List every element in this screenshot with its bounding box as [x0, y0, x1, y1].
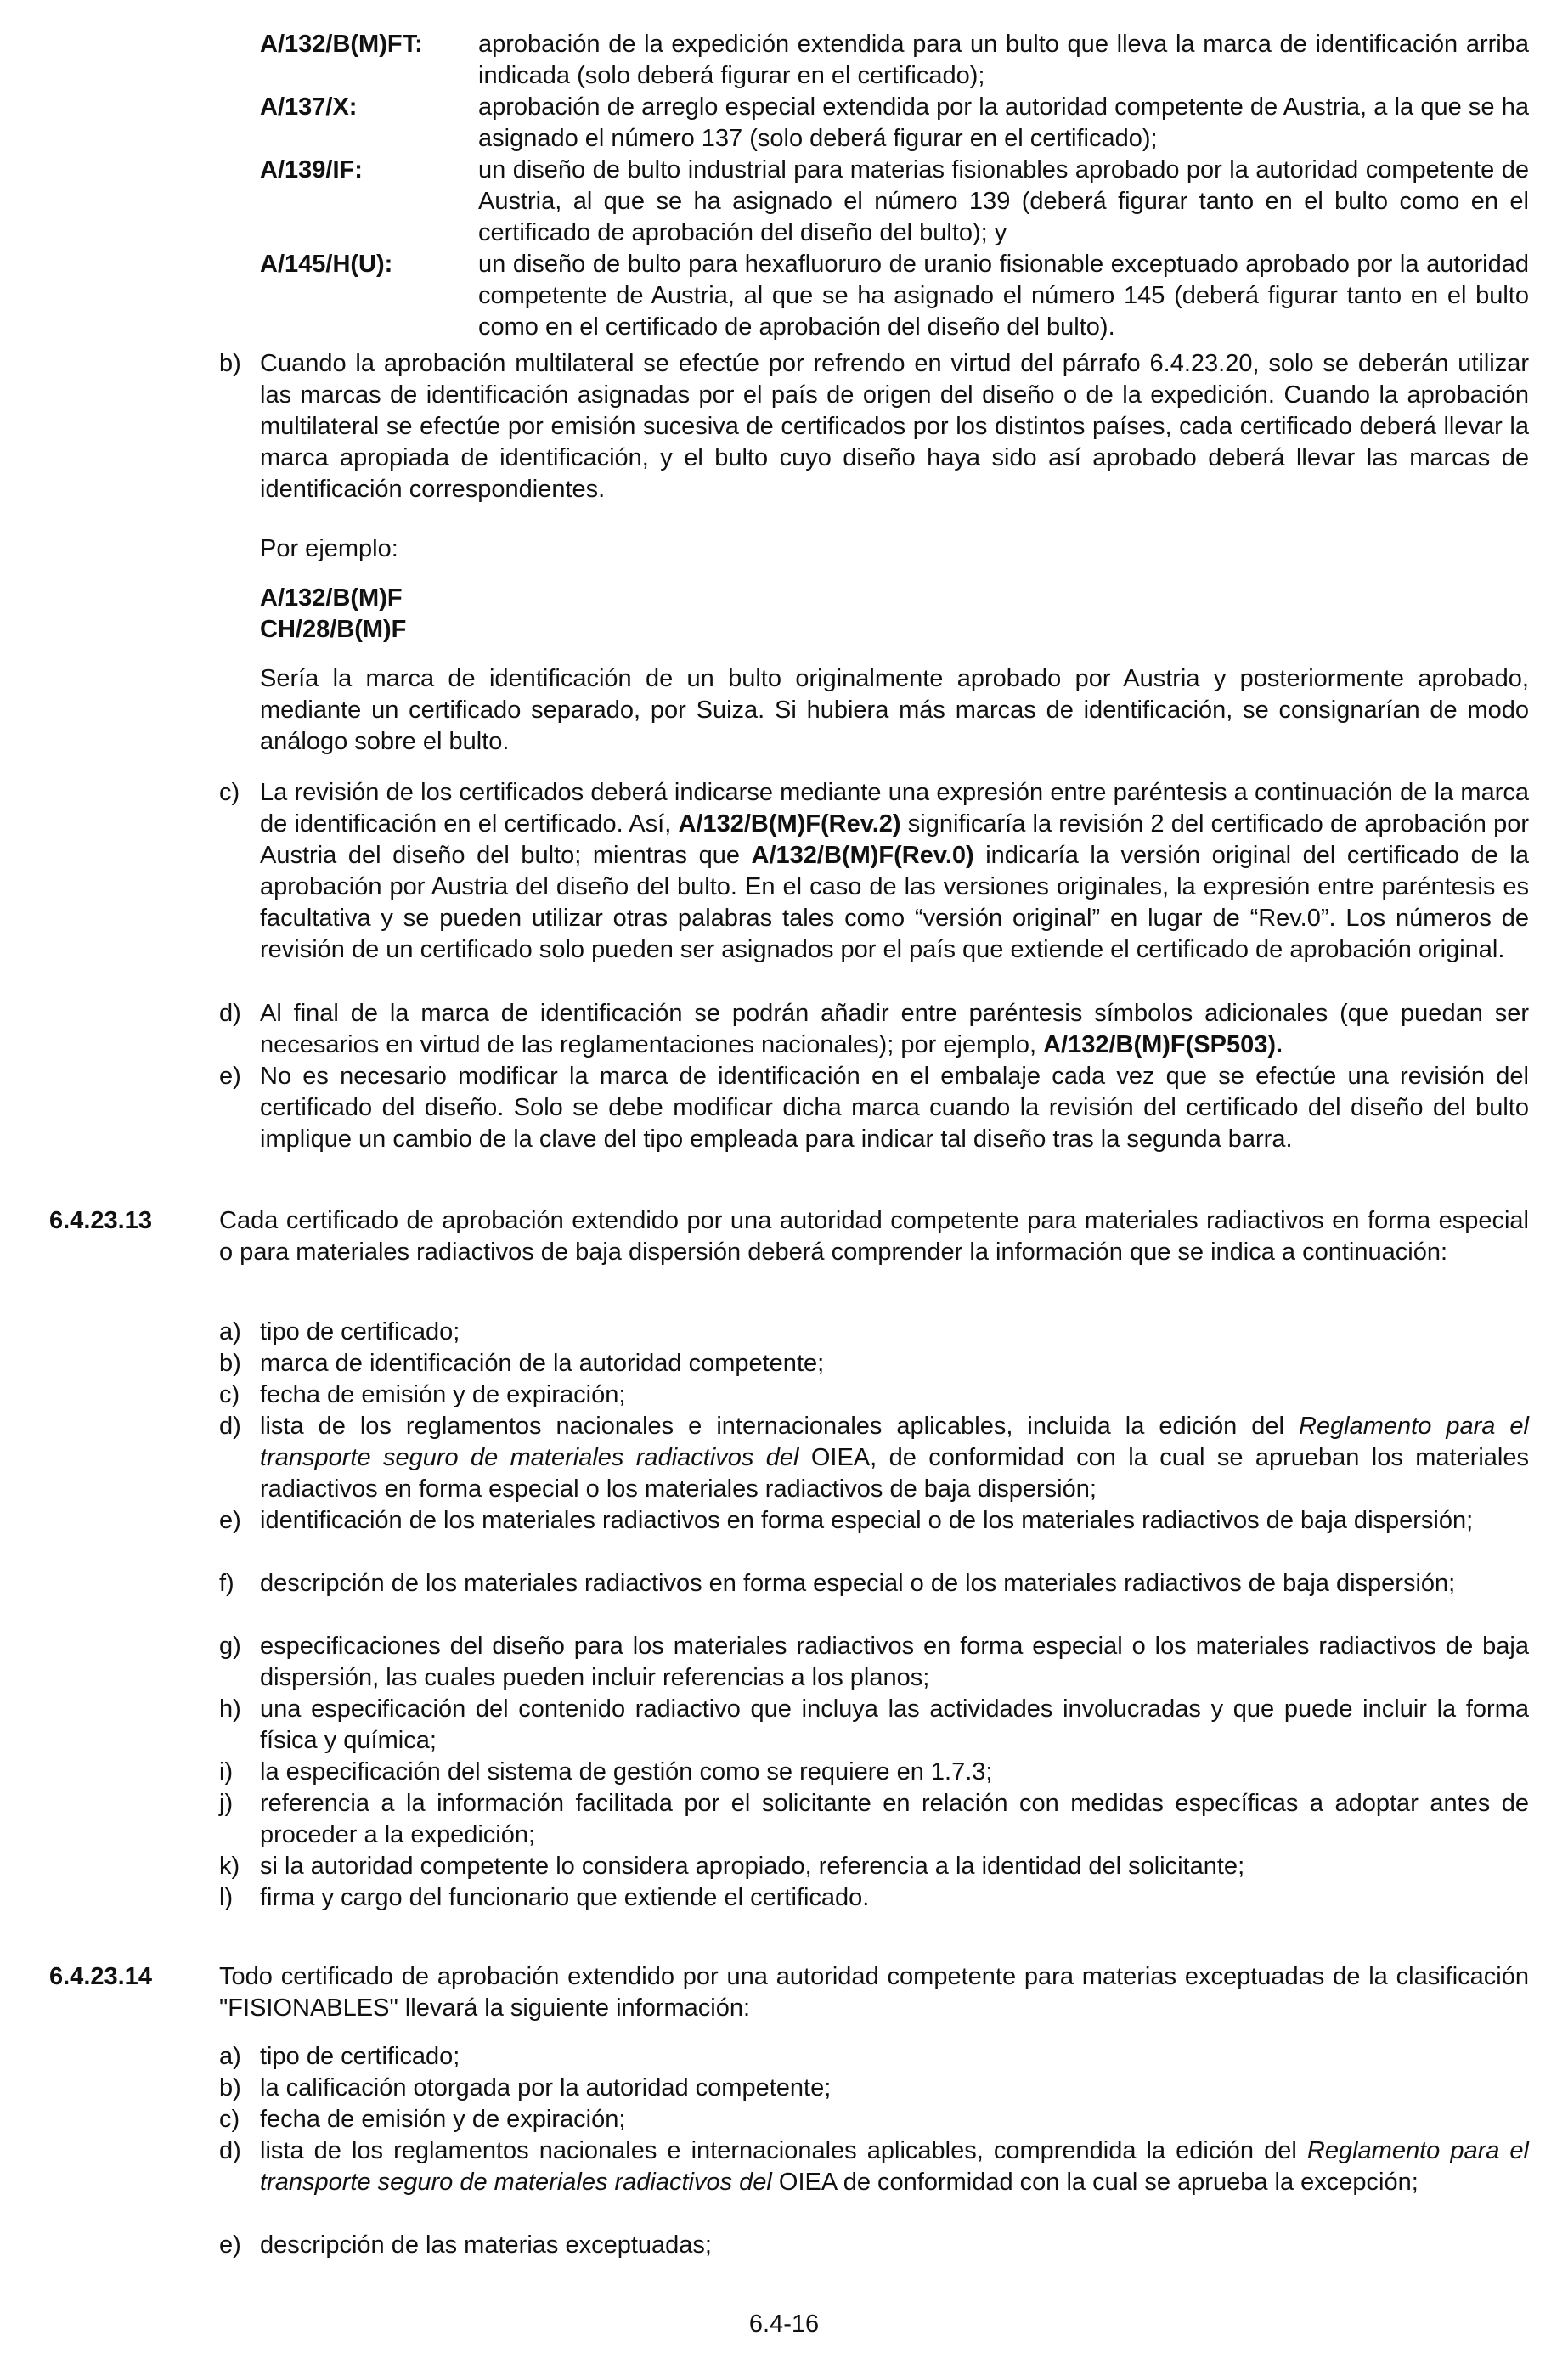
list-item: especificaciones del diseño para los materiales radiactivos en forma especial o los materiales radiactivos de baja dispersión, las cuales pueden incluir referencias a los planos; [260, 1633, 1529, 1691]
item-e-text: No es necesario modificar la marca de identificación en el embalaje cada vez que se efectúe una revisión del certificado del diseño. Solo se debe modificar dicha marca cuando la revisión del certificado del diseño del bulto implique un cambio de la clave del tipo empleada para indicar tal diseño tras la segunda barra. [260, 1063, 1529, 1153]
list-item-label: e) [219, 2231, 241, 2259]
example-mark-switzerland: CH/28/B(M)F [260, 616, 407, 643]
revision-example-0: A/132/B(M)F(Rev.0) [751, 842, 974, 869]
section-intro: Todo certificado de aprobación extendido por una autoridad competente para materias exceptuadas de la clasificación "FISIONABLES" llevará la siguiente información: [219, 1963, 1529, 2022]
example-explanation: Sería la marca de identificación de un bulto originalmente aprobado por Austria y posteriormente aprobado, mediante un certificado separado, por Suiza. Si hubiera más marcas de identificación, se consignarían de modo análogo sobre el bulto. [260, 665, 1529, 755]
list-item-label: d) [219, 1413, 241, 1440]
mark-code: A/137/X: [260, 93, 358, 121]
list-item: marca de identificación de la autoridad competente; [260, 1350, 825, 1377]
list-item: lista de los reglamentos nacionales e internacionales aplicables, comprendida la edición del Reglamento para el transporte seguro de materiales radiactivos del OIEA de conformidad con la cual se aprueba la excepción; [260, 2137, 1529, 2196]
item-b-text: Cuando la aprobación multilateral se efectúe por refrendo en virtud del párrafo 6.4.23.20, solo se deberán utilizar las marcas de identificación asignadas por el país de origen del diseño o de la expedición. Cuando la aprobación multilateral se efectúe por emisión sucesiva de certificados por los distintos países, cada certificado deberá llevar la marca apropiada de identificación, y el bulto cuyo diseño haya sido así aprobado deberá llevar las marcas de identificación correspondientes. [260, 350, 1529, 503]
mark-description: un diseño de bulto para hexafluoruro de uranio fisionable exceptuado aprobado por la autoridad competente de Austria, al que se ha asignado el número 145 (deberá figurar tanto en el bulto como en el certificado de aprobación del diseño del bulto). [478, 251, 1529, 341]
list-item-label: i) [219, 1758, 234, 1785]
list-item-label: h) [219, 1695, 241, 1723]
list-item: descripción de los materiales radiactivos en forma especial o de los materiales radiactivos de baja dispersión; [260, 1570, 1456, 1597]
section-intro: Cada certificado de aprobación extendido por una autoridad competente para materiales radiactivos en forma especial o para materiales radiactivos de baja dispersión deberá comprender la información que se indica a continuación: [219, 1207, 1529, 1266]
list-item-label: c) [219, 1381, 240, 1408]
mark-code: A/145/H(U): [260, 251, 393, 278]
list-item-label: c) [219, 2106, 240, 2133]
page-number: 6.4-16 [748, 2310, 820, 2338]
item-label: b) [219, 350, 241, 377]
list-item: lista de los reglamentos nacionales e internacionales aplicables, incluida la edición del Reglamento para el transporte seguro de materiales radiactivos del OIEA, de conformidad con la cual se aprueban los materiales radiactivos en forma especial o los materiales radiactivos de baja dispersión; [260, 1413, 1529, 1503]
list-item-label: b) [219, 1350, 241, 1377]
section-number: 6.4.23.14 [49, 1963, 152, 1990]
example-intro: Por ejemplo: [260, 535, 398, 562]
list-item-label: d) [219, 2137, 241, 2164]
list-item-label: e) [219, 1507, 241, 1534]
mark-description: un diseño de bulto industrial para materias fisionables aprobado por la autoridad competente de Austria, al que se ha asignado el número 139 (deberá figurar tanto en el bulto como en el certificado de aprobación del diseño del bulto); y [478, 156, 1529, 246]
list-item: si la autoridad competente lo considera apropiado, referencia a la identidad del solicitante; [260, 1853, 1245, 1880]
list-item-label: l) [219, 1884, 234, 1911]
mark-description: aprobación de la expedición extendida para un bulto que lleva la marca de identificación arriba indicada (solo deberá figurar en el certificado); [478, 31, 1529, 89]
item-label: c) [219, 779, 240, 806]
list-item: una especificación del contenido radiactivo que incluya las actividades involucradas y que puede incluir la forma física y química; [260, 1695, 1529, 1754]
list-item: tipo de certificado; [260, 2043, 460, 2070]
item-label: e) [219, 1063, 241, 1090]
item-d-text: Al final de la marca de identificación se podrán añadir entre paréntesis símbolos adicionales (que puedan ser necesarios en virtud de las reglamentaciones nacionales); por ejemplo, A/132/B(M)F(SP503). [260, 1000, 1529, 1058]
list-item: descripción de las materias exceptuadas; [260, 2231, 712, 2259]
list-item-label: j) [219, 1790, 234, 1817]
list-item-label: g) [219, 1633, 241, 1660]
list-item: identificación de los materiales radiactivos en forma especial o de los materiales radiactivos de baja dispersión; [260, 1507, 1474, 1534]
list-item: firma y cargo del funcionario que extiende el certificado. [260, 1884, 870, 1911]
list-item-label: k) [219, 1853, 240, 1880]
list-item-label: f) [219, 1570, 234, 1597]
additional-symbol-example: A/132/B(M)F(SP503). [1043, 1031, 1283, 1058]
item-c-text: La revisión de los certificados deberá indicarse mediante una expresión entre paréntesis a continuación de la marca de identificación en el certificado. Así, A/132/B(M)F(Rev.2) significaría la revisión 2 del certificado de aprobación por Austria del diseño del bulto; mientras que A/132/B(M)F(Rev.0) indicaría la versión original del certificado de la aprobación por Austria del diseño del bulto. En el caso de las versiones originales, la expresión entre paréntesis es facultativa y se pueden utilizar otras palabras tales como “versión original” en lugar de “Rev.0”. Los números de revisión de un certificado solo pueden ser asignados por el país que extiende el certificado de aprobación original. [260, 779, 1530, 963]
list-item: referencia a la información facilitada por el solicitante en relación con medidas específicas a adoptar antes de proceder a la expedición; [260, 1790, 1529, 1848]
list-item: fecha de emisión y de expiración; [260, 1381, 626, 1408]
example-mark-austria: A/132/B(M)F [260, 584, 403, 612]
list-item-label: a) [219, 1318, 241, 1345]
mark-code: A/132/B(M)FT: [260, 31, 423, 58]
section-number: 6.4.23.13 [49, 1207, 152, 1234]
item-label: d) [219, 1000, 241, 1027]
list-item: fecha de emisión y de expiración; [260, 2106, 626, 2133]
list-item: la calificación otorgada por la autoridad competente; [260, 2074, 832, 2101]
list-item-label: a) [219, 2043, 241, 2070]
list-item-label: b) [219, 2074, 241, 2101]
mark-code: A/139/IF: [260, 156, 363, 183]
list-item: tipo de certificado; [260, 1318, 460, 1345]
mark-description: aprobación de arreglo especial extendida por la autoridad competente de Austria, a la que se ha asignado el número 137 (solo deberá figurar en el certificado); [478, 93, 1529, 152]
list-item: la especificación del sistema de gestión como se requiere en 1.7.3; [260, 1758, 993, 1785]
revision-example-2: A/132/B(M)F(Rev.2) [678, 810, 901, 838]
